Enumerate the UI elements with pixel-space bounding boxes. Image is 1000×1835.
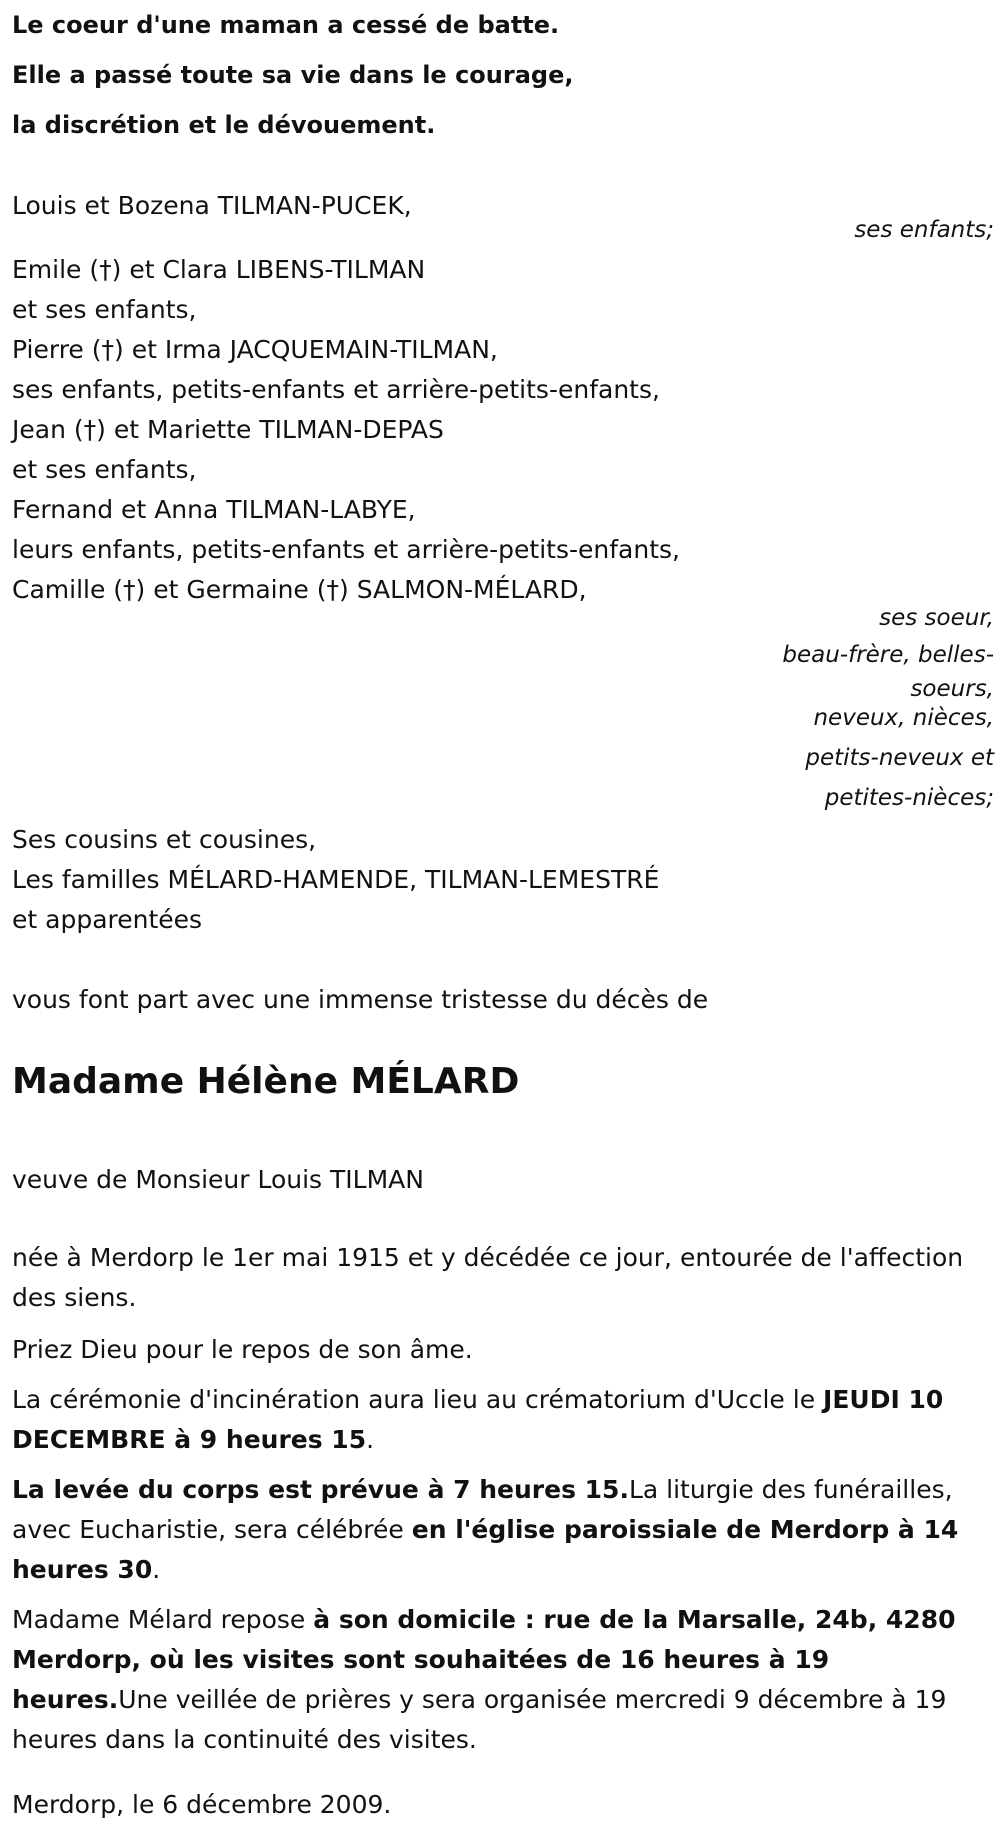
repose-address: à son domicile : rue de la Marsalle, 24b, 4280 Merdorp, où les visites sont souhaitées de 16 heures à 19 heures.: [12, 1605, 956, 1714]
children-role: ses enfants;: [854, 217, 994, 243]
sibling-line-4: ses enfants, petits-enfants et arrière-petits-enfants,: [12, 375, 660, 404]
siblings-role-2: beau-frère, belles-soeurs,: [782, 642, 994, 702]
others-line-3: et apparentées: [12, 905, 203, 934]
siblings-role-1: ses soeur,: [879, 605, 994, 631]
sibling-line-3: Pierre (†) et Irma JACQUEMAIN-TILMAN,: [12, 335, 498, 364]
children-line: Louis et Bozena TILMAN-PUCEK,: [12, 191, 412, 220]
intro-line-1: Le coeur d'une maman a cessé de batte.: [12, 11, 560, 39]
siblings-role-4: petits-neveux et: [805, 745, 994, 771]
siblings-role-3: neveux, nièces,: [813, 705, 994, 731]
siblings-role-5: petites-nièces;: [824, 785, 994, 811]
sibling-line-8: leurs enfants, petits-enfants et arrière-petits-enfants,: [12, 535, 680, 564]
widow-line: veuve de Monsieur Louis TILMAN: [12, 1165, 424, 1194]
vigil-text: Une veillée de prières y sera organisée mercredi 9 décembre à 19 heures dans la continuité des visites.: [12, 1685, 947, 1754]
ceremony-date: JEUDI 10 DECEMBRE à 9 heures 15: [12, 1385, 944, 1454]
sibling-line-2: et ses enfants,: [12, 295, 197, 324]
levee-text: La liturgie des funérailles, avec Eucharistie, sera célébrée: [12, 1475, 953, 1544]
repose-paragraph: [12, 1600, 977, 1760]
others-line-1: Ses cousins et cousines,: [12, 825, 317, 854]
birth-paragraph: née à Merdorp le 1er mai 1915 et y décédée ce jour, entourée de l'affection des siens.: [12, 1243, 964, 1312]
sibling-line-6: et ses enfants,: [12, 455, 197, 484]
ceremony-paragraph: [12, 1380, 977, 1460]
deceased-name: Madame Hélène MÉLARD: [12, 1061, 520, 1102]
sibling-line-1: Emile (†) et Clara LIBENS-TILMAN: [12, 255, 426, 284]
levee-time: La levée du corps est prévue à 7 heures 15.: [12, 1475, 629, 1504]
announcement: vous font part avec une immense tristesse du décès de: [12, 985, 709, 1014]
levee-paragraph: [12, 1470, 977, 1590]
closing-line: Merdorp, le 6 décembre 2009.: [12, 1790, 392, 1819]
ceremony-text: La cérémonie d'incinération aura lieu au crématorium d'Uccle le: [12, 1385, 824, 1414]
sibling-line-9: Camille (†) et Germaine (†) SALMON-MÉLARD,: [12, 575, 587, 604]
intro-line-3: la discrétion et le dévouement.: [12, 111, 436, 139]
sibling-line-5: Jean (†) et Mariette TILMAN-DEPAS: [12, 415, 444, 444]
others-line-2: Les familles MÉLARD-HAMENDE, TILMAN-LEMESTRÉ: [12, 865, 660, 894]
church-info: en l'église paroissiale de Merdorp à 14 heures 30: [12, 1515, 959, 1584]
sibling-line-7: Fernand et Anna TILMAN-LABYE,: [12, 495, 416, 524]
levee-end: .: [152, 1555, 161, 1584]
ceremony-end: .: [366, 1425, 375, 1454]
intro-line-2: Elle a passé toute sa vie dans le courage,: [12, 61, 574, 89]
repose-text: Madame Mélard repose: [12, 1605, 314, 1634]
prayer-line: Priez Dieu pour le repos de son âme.: [12, 1335, 473, 1364]
